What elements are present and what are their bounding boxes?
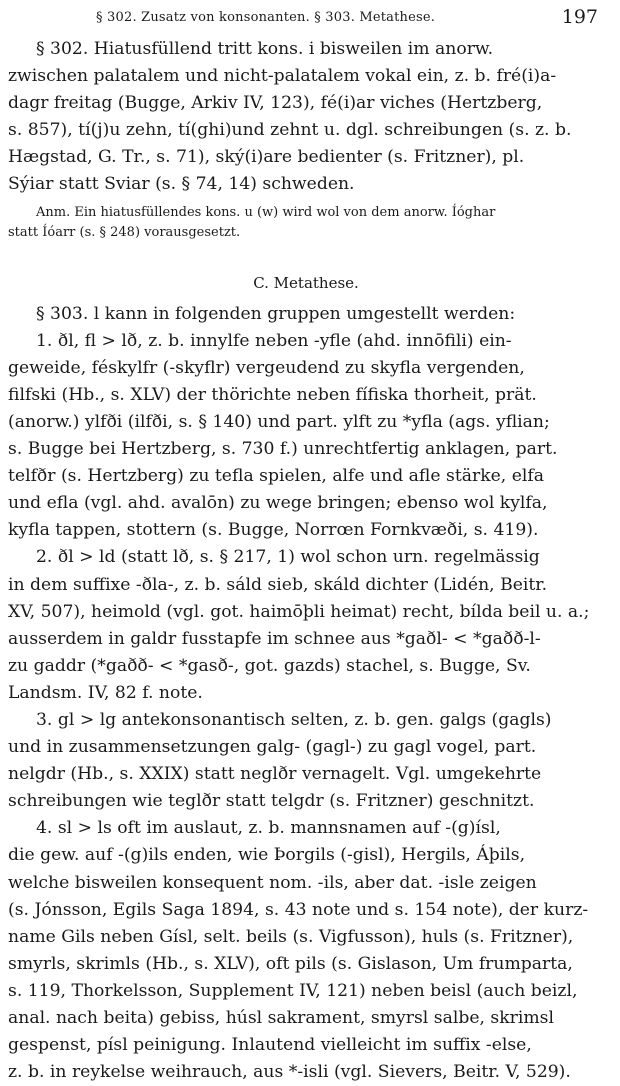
text-line: filfski (Hb., s. XLV) der thörichte neben fífiska thorheit, prät. (8, 384, 537, 405)
paragraph-302 (8, 36, 604, 199)
text-line: zwischen palatalem und nicht-palatalem vokal ein, z. b. fré(i)a- (8, 66, 557, 87)
text-line: telfðr (s. Hertzberg) zu tefla spielen, alfe und afle stärke, elfa (8, 466, 544, 487)
page-body (8, 36, 604, 1086)
text-line: und in zusammensetzungen galg- (gagl-) zu gagl vogel, part. (8, 737, 537, 758)
section-heading: C. Metathese. (253, 273, 359, 292)
text-line: Landsm. IV, 82 f. note. (8, 682, 203, 703)
text-line: s. Bugge bei Hertzberg, s. 730 f.) unrechtfertig anklagen, part. (8, 439, 558, 460)
running-title: § 302. Zusatz von konsonanten. § 303. Metathese. (96, 10, 436, 25)
text-line: in dem suffixe -ðla-, z. b. sáld sieb, skáld dichter (Lidén, Beitr. (8, 574, 548, 595)
text-line: 2. ðl > ld (statt lð, s. § 217, 1) wol schon urn. regelmässig (36, 547, 540, 568)
page-number: 197 (561, 6, 598, 28)
text-line: s. 119, Thorkelsson, Supplement IV, 121) neben beisl (auch beizl, (8, 980, 578, 1001)
text-line: zu gaddr (*gaðð- < *gasð-, got. gazds) stachel, s. Bugge, Sv. (8, 655, 531, 676)
text-line: name Gils neben Gísl, selt. beils (s. Vigfusson), huls (s. Fritzner), (8, 926, 574, 947)
text-line: 3. gl > lg antekonsonantisch selten, z. b. gen. galgs (gagls) (36, 709, 552, 730)
text-line: z. b. in reykelse weihrauch, aus *-isli (vgl. Sievers, Beitr. V, 529). (8, 1062, 571, 1083)
item-4 (8, 815, 604, 1086)
text-line: anal. nach beita) gebiss, húsl sakrament, smyrsl salbe, skrimsl (8, 1008, 554, 1028)
text-line: schreibungen wie teglðr statt telgdr (s. Fritzner) geschnitzt. (8, 791, 535, 812)
text-line: Sýiar statt Sviar (s. § 74, 14) schweden. (8, 174, 355, 195)
text-line: kyfla tappen, stottern (s. Bugge, Norrœn Fornkvæði, s. 419). (8, 520, 539, 541)
text-line: nelgdr (Hb., s. XXIX) statt neglðr vernagelt. Vgl. umgekehrte (8, 764, 542, 785)
text-line: geweide, féskylfr (-skyflr) vergeudend zu skyfla vergenden, (8, 357, 525, 378)
text-line: § 302. Hiatusfüllend tritt kons. i bisweilen im anorw. (36, 39, 494, 59)
book-page (8, 0, 604, 1083)
text-line: 4. sl > ls oft im auslaut, z. b. mannsnamen auf -(g)ísl, (36, 818, 501, 839)
text-line: (anorw.) ylfði (ilfði, s. § 140) und part. ylft zu *yfla (ags. yflian; (8, 411, 550, 432)
page-header (8, 4, 604, 30)
text-line: gespenst, písl peinigung. Inlautend vielleicht im suffix -else, (8, 1035, 532, 1056)
text-line: 1. ðl, fl > lð, z. b. innylfe neben -yfle (ahd. innōfili) ein- (36, 330, 512, 351)
text-line: dagr freitag (Bugge, Arkiv IV, 123), fé(i)ar viches (Hertzberg, (8, 93, 543, 114)
paragraph-303-intro: § 303. l kann in folgenden gruppen umgestellt werden: (36, 303, 516, 324)
text-line: ausserdem in galdr fusstapfe im schnee aus *gaðl- < *gaðð-l- (8, 628, 541, 649)
text-line: (s. Jónsson, Egils Saga 1894, s. 43 note und s. 154 note), der kurz- (8, 899, 589, 920)
text-line: smyrls, skrimls (Hb., s. XLV), oft pils (s. Gislason, Um frumparta, (8, 953, 573, 974)
item-1 (8, 328, 604, 545)
item-2 (8, 544, 604, 707)
note-line: Anm. Ein hiatusfüllendes kons. u (w) wird wol von dem anorw. Íóghar (36, 204, 496, 220)
text-line: und efla (vgl. ahd. avalōn) zu wege bringen; ebenso wol kylfa, (8, 493, 548, 514)
text-line: welche bisweilen konsequent nom. -ils, aber dat. -isle zeigen (8, 872, 537, 893)
text-line: s. 857), tí(j)u zehn, tí(ghi)und zehnt u. dgl. schreibungen (s. z. b. (8, 120, 572, 141)
item-3 (8, 707, 604, 815)
text-line: XV, 507), heimold (vgl. got. haimōþli heimat) recht, bílda beil u. a.; (8, 601, 590, 622)
text-line: die gew. auf -(g)ils enden, wie Þorgils (-gisl), Hergils, Áþils, (8, 845, 526, 866)
note-line: statt Íóarr (s. § 248) vorausgesetzt. (8, 224, 241, 240)
note-302 (8, 203, 604, 243)
text-line: Hægstad, G. Tr., s. 71), ský(i)are bedienter (s. Fritzner), pl. (8, 147, 525, 168)
